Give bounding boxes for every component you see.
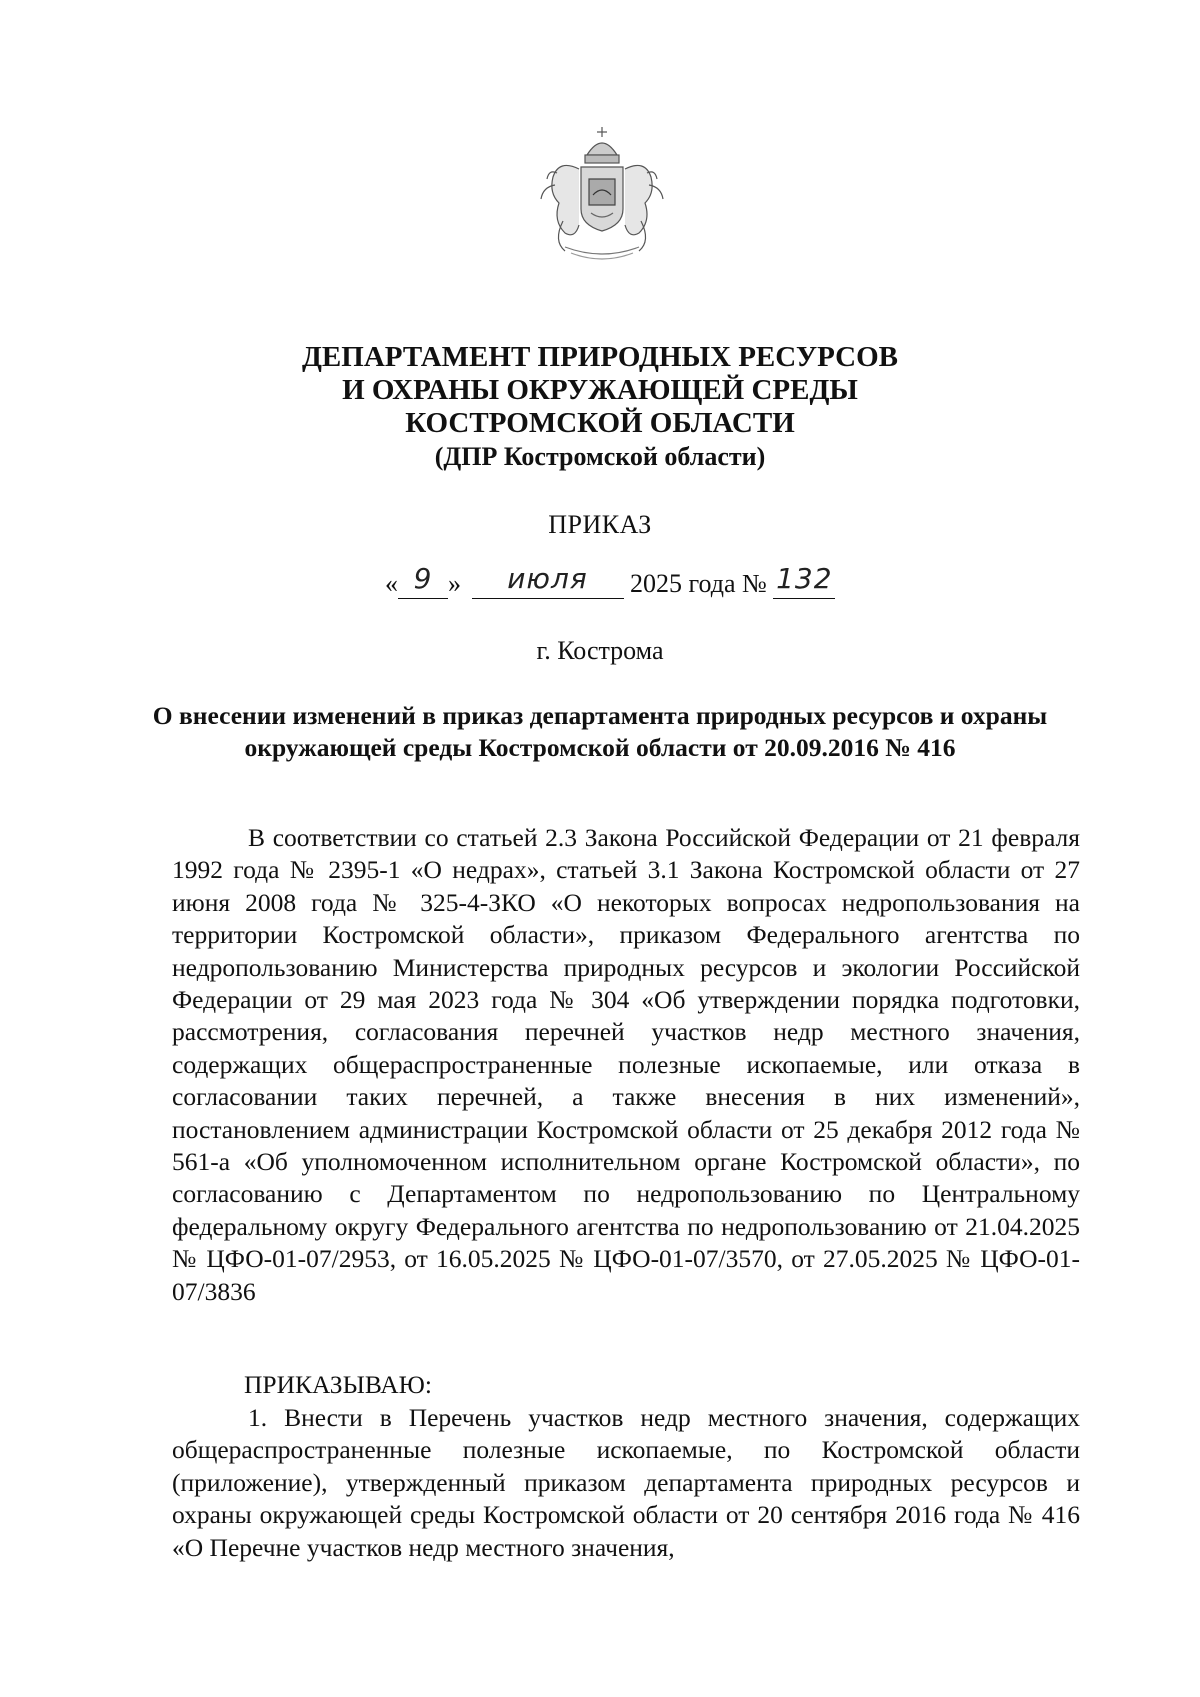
close-quote: »: [448, 569, 461, 598]
order-month: июля: [507, 562, 588, 595]
order-month-slot: [472, 562, 624, 599]
preamble-paragraph: В соответствии со статьей 2.3 Закона Российской Федерации от 21 февраля 1992 года № 2395-1 «О недрах», статьей 3.1 Закона Костромской области от 27 июня 2008 года № 325-4-ЗКО «О некоторых вопросах недропользования на территории Костромской области», приказом Федерального агентства по недропользованию Министерства природных ресурсов и экологии Российской Федерации от 29 мая 2023 года № 304 «Об утверждении порядка подготовки, рассмотрения, согласования перечней участков недр местного значения, содержащих общераспространенные полезные ископаемые, или отказа в согласовании таких перечней, а также внесения в них изменений», постановлением администрации Костромской области от 25 декабря 2012 года № 561-а «Об уполномоченном исполнительном органе Костромской области», по согласованию с Департаментом по недропользованию по Центральному федеральному округу Федерального агентства по недропользованию от 21.04.2025 № ЦФО-01-07/2953, от 16.05.2025 № ЦФО-01-07/3570, от 27.05.2025 № ЦФО-01-07/3836: [172, 823, 1080, 1306]
header-line-3: КОСТРОМСКОЙ ОБЛАСТИ: [405, 407, 795, 439]
order-item-1-text: 1. Внести в Перечень участков недр местного значения, содержащих общераспространенные полезные ископаемые, по Костромской области (приложение), утвержденный приказом департамента природных ресурсов и охраны окружающей среды Костромской области от 20 сентября 2016 года № 416 «О Перечне участков недр местного значения,: [172, 1403, 1080, 1562]
header-abbreviation: (ДПР Костромской области): [434, 442, 766, 471]
order-day-slot: [398, 562, 448, 599]
preamble: [172, 822, 1080, 1308]
order-word: ПРИКАЗЫВАЮ:: [244, 1370, 432, 1399]
order-year-text: 2025 года №: [630, 569, 767, 598]
order-number: 132: [776, 562, 833, 595]
order-subject: О внесении изменений в приказ департамента природных ресурсов и охраны окружающей среды Костромской области от 20.09.2016 № 416: [152, 701, 1048, 762]
order-number-slot: [773, 562, 835, 599]
header-line-1: ДЕПАРТАМЕНТ ПРИРОДНЫХ РЕСУРСОВ: [301, 341, 899, 373]
order-title: ПРИКАЗ: [548, 510, 652, 539]
order-date-line: [385, 562, 835, 606]
order-day: 9: [413, 562, 433, 595]
coat-of-arms-icon: [535, 125, 670, 265]
department-header: [0, 341, 1200, 473]
city: г. Кострома: [536, 636, 664, 665]
header-line-2: И ОХРАНЫ ОКРУЖАЮЩЕЙ СРЕДЫ: [342, 374, 858, 406]
open-quote: «: [385, 569, 398, 598]
order-item-1: [172, 1402, 1080, 1564]
